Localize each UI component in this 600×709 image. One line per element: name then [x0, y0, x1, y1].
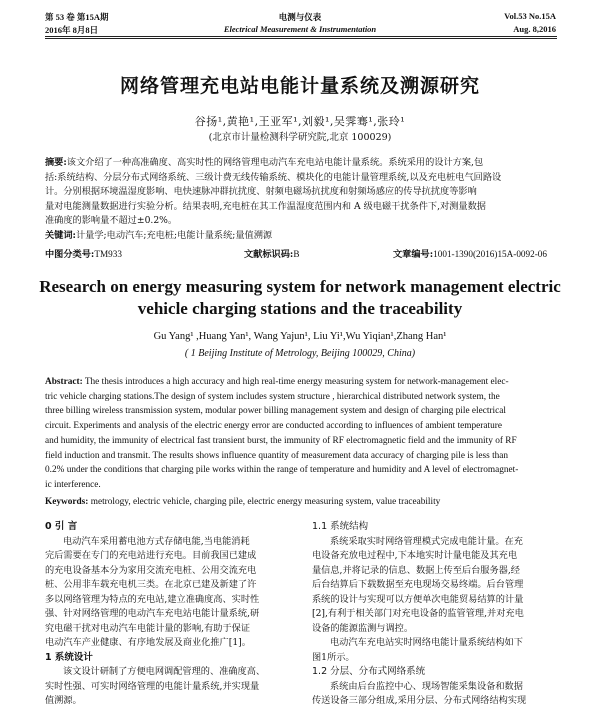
journal-volume-en: Vol.53 No.15A [504, 11, 556, 21]
section-1-heading: 1 系统设计 [45, 651, 93, 663]
header-rule [45, 36, 557, 37]
abstract-en-label: Abstract: [45, 377, 83, 387]
body-line: 设备的能源监测与调控。 [312, 622, 414, 634]
body-line: 系统由后台监控中心、现场智能采集设备和数据 [330, 680, 523, 692]
body-line: 该文设计研制了方便电网调配管理的、准确度高、 [63, 666, 266, 677]
authors-cn: 谷扬¹,黄艳¹,王亚军¹,刘毅¹,吴霁骞¹,张玲¹ [194, 115, 406, 128]
body-line: 强、针对网络管理的电动汽车充电站电能计量系统,研 [45, 608, 260, 619]
abstract-cn [45, 156, 557, 244]
affiliation-en: ( 1 Beijing Institute of Metrology, Beijing 100029, China) [184, 348, 416, 359]
body-line: 电动汽车采用蓄电池方式存储电能,当电能消耗 [63, 535, 250, 547]
abstract-cn-line: 计。分别根据环境温湿度影响、电快速脉冲群抗扰度、射频电磁场抗扰度和射频场感应的传导抗扰度等影响 [45, 186, 477, 198]
abstract-en-line: 0.2% under the conditions that charging pile works within the range of temperature and humidity and A level of electromagnet- [45, 465, 519, 476]
body-line: 完后需要在专门的充电站进行充电。目前我国已建成 [45, 550, 257, 561]
body-line: 量信息,并将记录的信息、数据上传至后台服务器,经 [312, 564, 520, 576]
body-line: 电动汽车充电站实时网络电能计量系统结构如下 [330, 637, 523, 648]
subsection-1-2-heading: 1.2 分层、分布式网络系统 [312, 666, 426, 677]
document-code: 文献标识码:B [244, 249, 300, 260]
paper-title-en-line: vehicle charging stations and the traceability [137, 299, 463, 318]
body-line: 后台结算后下载数据至充电现场交易终端。后台管理 [312, 579, 524, 590]
abstract-en-line: field induction and transmit. The results shows influence quantity of measurement data accuracy of charging pile is less than [45, 450, 509, 461]
abstract-cn-line: 准确度的影响量不超过±0.2%。 [45, 215, 178, 227]
journal-volume-issue: 第 53 卷 第15A期 [45, 12, 109, 22]
body-line: 图1所示。 [312, 651, 355, 663]
authors-en: Gu Yang¹ ,Huang Yan¹, Wang Yajun¹, Liu Yi¹,Wu Yiqian¹,Zhang Han¹ [153, 331, 447, 342]
publication-date: 2016年 8月8日 [45, 25, 99, 35]
journal-name-en: Electrical Measurement & Instrumentation [223, 24, 377, 34]
clc-number: 中图分类号:TM933 [45, 249, 122, 260]
body-line: 值溯源。 [45, 695, 82, 706]
abstract-cn-line: 括:系统结构、分层分布式网络系统、三级计费无线传输系统、模块化的电能计量管理系统,以及充电桩电气回路设 [45, 171, 502, 183]
header-rule-double [45, 38, 557, 39]
abstract-cn-line: 量对电能测量数据进行实验分析。结果表明,充电桩在其工作温湿度范围内和 A 级电磁干扰条件下,对测量数据 [45, 200, 486, 212]
abstract-en-line: ic interference. [45, 479, 101, 490]
body-line: 实时性强、可实时网络管理的电能计量系统,并实现量 [45, 680, 260, 692]
keywords-cn: 计量学;电动汽车;充电桩;电能计量系统;量值溯源 [75, 229, 273, 241]
subsection-1-1-heading: 1.1 系统结构 [312, 521, 369, 532]
body-line: 的充电设备基本分为家用交流充电桩、公用交流充电 [45, 564, 257, 576]
affiliation-cn: (北京市计量检测科学研究院,北京 100029) [208, 132, 392, 143]
body-line: 桩、公用非车载充电机三类。在北京已建及新建了许 [45, 579, 257, 590]
paper-title-cn: 网络管理充电站电能计量系统及溯源研究 [119, 75, 480, 97]
paper-title-en-line: Research on energy measuring system for network management electric [39, 277, 561, 296]
keywords-en: metrology, electric vehicle, charging pile, electric energy measuring system, value traceability [90, 496, 441, 507]
abstract-cn-line: 该文介绍了一种高准确度、高实时性的网络管理电动汽车充电站电能计量系统。系统采用的设计方案,包 [66, 157, 484, 168]
journal-name-cn: 电测与仪表 [278, 12, 322, 22]
publication-date-en: Aug. 8,2016 [513, 24, 556, 34]
section-0-heading: 0 引 言 [45, 521, 78, 532]
body-line: 究电磁干扰对电动汽车电能计量的影响,有助于保证 [45, 622, 251, 634]
abstract-en-line: circuit. Experiments and analysis of the electric energy error are conducted according to influences of ambient temperature [45, 421, 502, 432]
body-line: 电设备充放电过程中,下本地实时计量电能及其充电 [312, 550, 518, 561]
body-line: 系统采取实时网络管理模式完成电能计量。在充 [330, 535, 523, 547]
abstract-en-line: three billing wireless transmission system, modular power billing management system and design of charging pile electrical [45, 406, 506, 417]
keywords-cn-label: 关键词: [45, 229, 76, 241]
abstract-en [45, 375, 557, 509]
abstract-en-line: The thesis introduces a high accuracy and high real-time energy measuring system for network-management elec- [84, 377, 509, 387]
body-line: [2],有利于相关部门对充电设备的监管管理,并对充电 [312, 608, 524, 619]
article-number: 文章编号:1001-1390(2016)15A-0092-06 [393, 249, 547, 260]
abstract-en-line: tric vehicle charging stations.The design of system includes system structure , hierarchical distributed network system, the [45, 391, 500, 402]
body-line: 多以网络管理为特点的充电站,建立准确度高、实时性 [45, 593, 260, 605]
left-column [45, 520, 295, 709]
right-column [312, 520, 560, 709]
body-line: 系统的设计与实现可以方便单次电能贸易结算的计量 [312, 593, 524, 605]
body-line: 电动汽车产业健康、有序地发展及商业化推广[1]。 [45, 637, 251, 648]
body-line: 传送设备三部分组成,采用分层、分布式网络结构实现 [312, 695, 527, 706]
abstract-en-line: and humidity, the immunity of electrical fast transient burst, the immunity of RF electromagnetic field and the immunity of RF [45, 435, 517, 446]
keywords-en-label: Keywords: [45, 496, 89, 507]
abstract-cn-label: 摘要: [45, 157, 67, 168]
